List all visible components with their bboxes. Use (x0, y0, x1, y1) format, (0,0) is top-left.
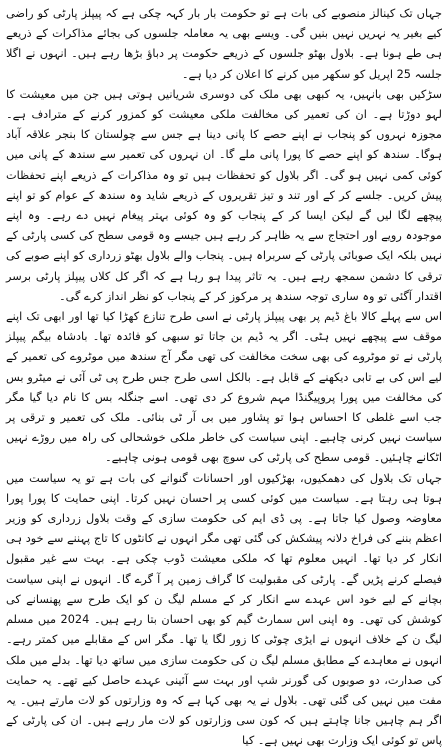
article-paragraph-1: جہاں تک کینالز منصوبے کی بات ہے تو حکومت بار بار کہہ چکی ہے کہ پیپلز پارٹی کو راضی کیے بغیر یہ نہریں نہیں بنیں گی۔ ویسے بھی یہ معاملہ جلسوں کی بجائے مذاکرات کے ذریعے ہی طے ہونا ہے۔ بلاول بھٹو جلسوں کے ذریعے حکومت پر دباؤ بڑھا رہے ہیں۔ انہوں نے اگلا جلسہ 25 اپریل کو سکھر میں کرنے کا اعلان کر دیا ہے۔ (6, 7, 442, 81)
article-paragraph-3: اس سے پہلے کالا باغ ڈیم پر بھی پیپلز پارٹی نے اسی طرح تنازع کھڑا کیا تھا اور ابھی تک اپنے موقف سے پیچھے نہیں ہٹی۔ اگر یہ ڈیم بن جاتا تو سبھی کو فائدہ تھا۔ بادشاہ بیگم پیپلز پارٹی نے تو موٹروے کی بھی سخت مخالفت کی تھی مگر آج سندھ میں موٹروے کی تعمیر کے لیے اس کی بے تابی دیکھنے کے قابل ہے۔ بالکل اسی طرح جس طرح پی ٹی آئی نے میٹرو بس کی مخالفت میں پورا پروپیگنڈا مہم شروع کر دی تھی۔ اسے جنگلہ بس کا نام دیا گیا مگر جب اسے غلطی کا احساس ہوا تو پشاور میں بی آر ٹی بنائی۔ ملک کی تعمیر و ترقی پر سیاست نہیں کرنی چاہیے۔ اپنی سیاست کی خاطر ملکی خوشحالی کی راہ میں روڑے نہیں اٹکانے چاہئیں۔ قومی سطح کی پارٹی کی سوچ بھی قومی ہونی چاہیے۔ (6, 310, 442, 465)
article-paragraph-4: جہاں تک بلاول کی دھمکیوں، بھڑکیوں اور احسانات گنوانے کی بات ہے تو یہ سیاست میں ہوتا ہی رہتا ہے۔ سیاست میں کوئی کسی پر احسان نہیں کرتا۔ اپنی حمایت کا پورا پورا معاوضہ وصول کیا جاتا ہے۔ پی ڈی ایم کی حکومت سازی کے وقت بلاول زرداری کو وزیر اعظم بننے کی فراخ دلانہ پیشکش کی گئی تھی مگر انہوں نے کانٹوں کا تاج پہننے سے خود ہی انکار کر دیا تھا۔ انہیں معلوم تھا کہ ملکی معیشت ڈوب چکی ہے۔ بہت سے غیر مقبول فیصلے کرنے پڑیں گے۔ پارٹی کی مقبولیت کا گراف زمین پر آ گرے گا۔ انہوں نے اپنی سیاست بچانے کے لیے خود اس عہدے سے انکار کر کے مسلم لیگ ن کو ایک طرح سے پھنسانے کی کوشش کی تھی۔ وہ اپنی اس سمارٹ گیم کو بھی احسان بتا رہے ہیں۔ 2024 میں مسلم لیگ ن کے خلاف انہوں نے ایڑی چوٹی کا زور لگا یا تھا۔ مگر اس کے مقابلے میں کمتر رہے۔ انہوں نے معاہدے کے مطابق مسلم لیگ ن کی حکومت سازی میں ساتھ دیا تھا۔ بدلے میں ملک کی صدارت، دو صوبوں کی گورنر شپ اور بہت سے آئینی عہدے حاصل کیے تھے۔ یہ حمایت مفت میں نہیں کی گئی تھی۔ بلاول نے یہ بھی کہا ہے کہ وہ وزارتوں کو لات مارتے ہیں۔ یہ اگر ہم چاہیں جانا چاہتے ہیں کہ کون سی وزارتوں کو لات مار رہے ہیں۔ ان کی پارٹی کے پاس تو کوئی ایک وزارت بھی نہیں ہے۔ کیا (6, 471, 442, 748)
article-paragraph-2: سڑکیں بھی بانہیں، یہ کبھی بھی ملک کی دوسری شریانیں ہوتی ہیں جن میں معیشت کا لہو دوڑتا ہے۔ ان کی تعمیر کی مخالفت ملکی معیشت کو کمزور کرنے کے مترادف ہے۔ مجوزہ نہروں کو پنجاب نے اپنے حصے کا پانی دینا ہے جس سے چولستان کا بنجر علاقہ آباد ہوگا۔ سندھ کو اپنے حصے کا پورا پانی ملے گا۔ ان نہروں کی تعمیر سے سندھ کے پانی میں کوئی کمی نہیں ہو گی۔ اگر بلاول کو تحفظات ہیں تو وہ مذاکرات کے ذریعے اپنے تحفظات پیش کریں۔ جلسے کر کے اور تند و تیز تقریروں کے ذریعے شاید وہ سندھ کے عوام کو تو اپنے پیچھے لگا لیں گے لیکن ایسا کر کے پنجاب کو وہ کوئی بہتر پیغام نہیں دے رہے۔ وہ اپنے موجودہ رویے اور احتجاج سے یہ ظاہر کر رہے ہیں جیسے وہ قومی سطح کی کسی پارٹی کے نہیں بلکہ ایک صوبائی پارٹی کے سربراہ ہیں۔ پنجاب والے بلاول بھٹو زرداری کو اپنے صوبے کی ترقی کا دشمن سمجھ رہے ہیں۔ یہ تاثر پیدا ہو رہا ہے کہ اگر کل کلاں پیپلز پارٹی برسر اقتدار آگئی تو وہ ساری توجہ سندھ پر مرکوز کر کے پنجاب کو نظر انداز کرے گی۔ (6, 87, 442, 303)
